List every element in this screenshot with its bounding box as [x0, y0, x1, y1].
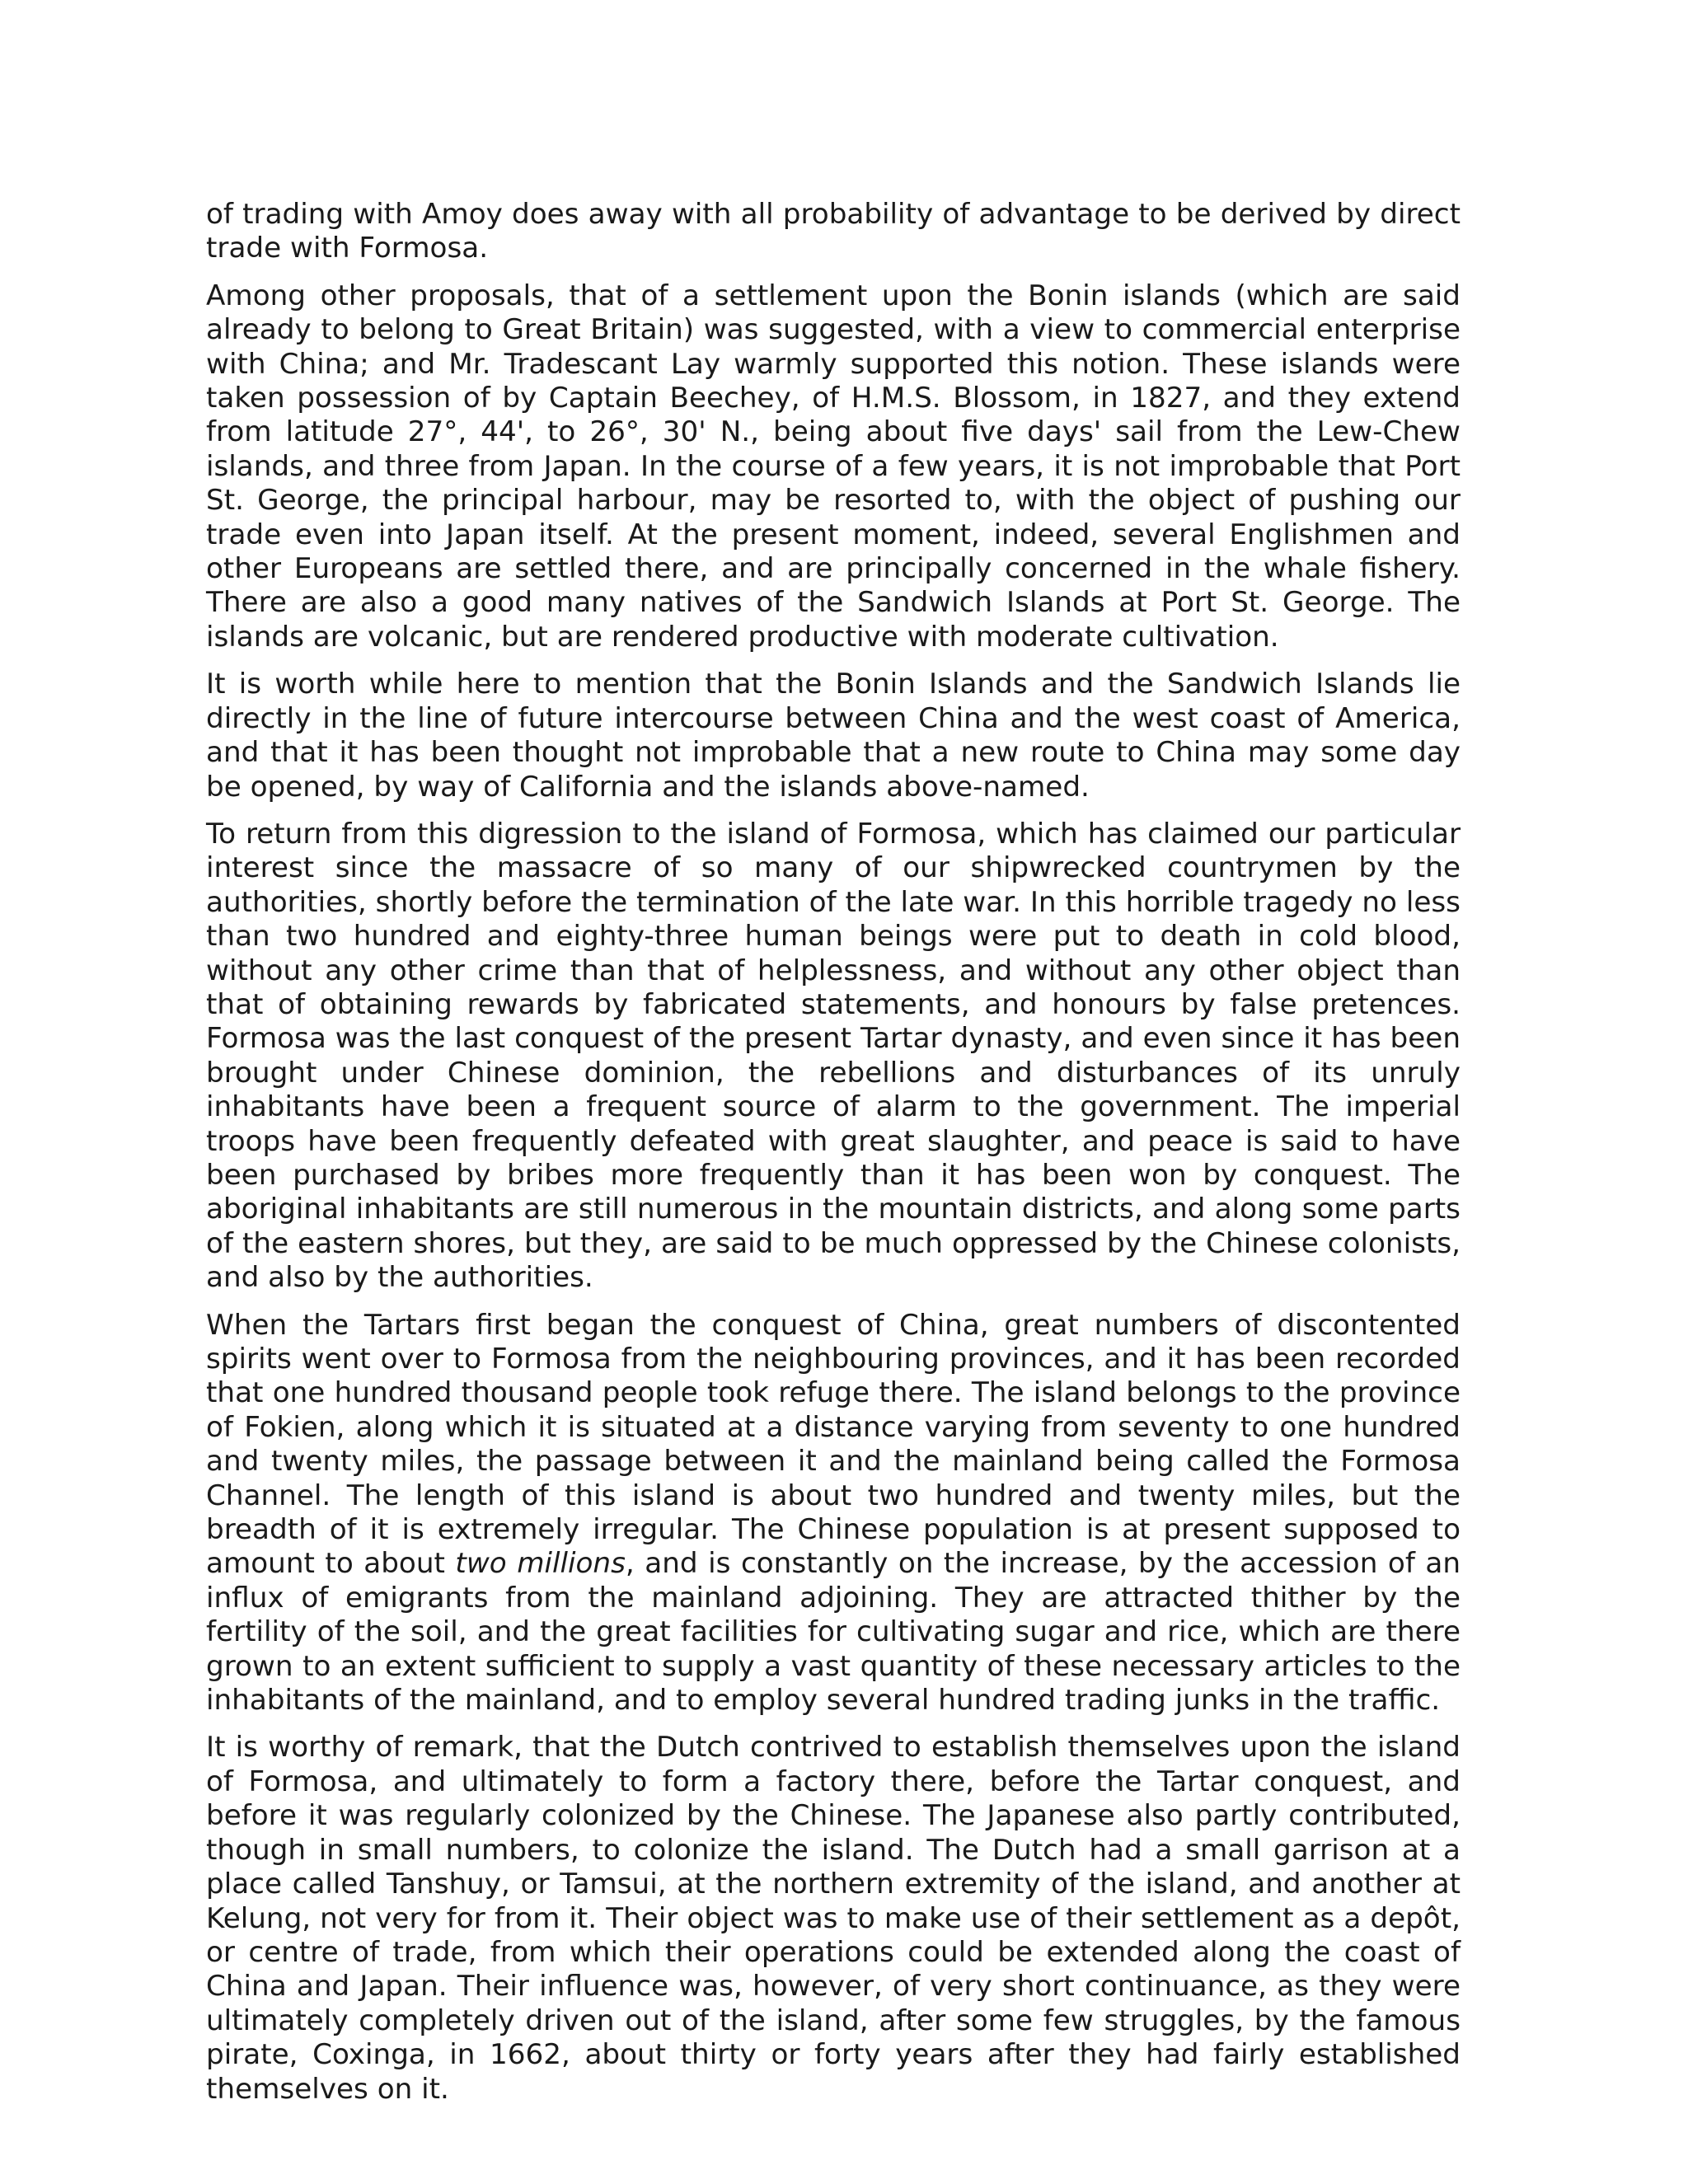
document-page — [206, 198, 1461, 2120]
paragraph-continuation: of trading with Amoy does away with all probability of advantage to be derived by direct trade with Formosa. — [206, 198, 1461, 265]
paragraph-tartar-conquest — [206, 1309, 1461, 1718]
paragraph-bonin-islands: Among other proposals, that of a settlement upon the Bonin islands (which are said already to belong to Great Britain) was suggested, with a view to commercial enterprise with China; and Mr. Tradescant Lay warmly supported this notion. These islands were taken possession of by Captain Beechey, of H.M.S. Blossom, in 1827, and they extend from latitude 27°, 44', to 26°, 30' N., being about five days' sail from the Lew-Chew islands, and three from Japan. In the course of a few years, it is not improbable that Port St. George, the principal harbour, may be resorted to, with the object of pushing our trade even into Japan itself. At the present moment, indeed, several Englishmen and other Europeans are settled there, and are principally concerned in the whale fishery. There are also a good many natives of the Sandwich Islands at Port St. George. The islands are volcanic, but are rendered productive with moderate cultivation. — [206, 279, 1461, 654]
paragraph-text-after: , and is constantly on the increase, by the accession of an influx of emigrants from the mainland adjoining. They are attracted thither by the fertility of the soil, and the great facilities for cultivating sugar and rice, which are there grown to an extent sufficient to supply a vast quantity of these necessary articles to the inhabitants of the mainland, and to employ several hundred trading junks in the traffic. — [206, 1547, 1461, 1718]
paragraph-trade-route: It is worth while here to mention that the Bonin Islands and the Sandwich Islands lie directly in the line of future intercourse between China and the west coast of America, and that it has been thought not improbable that a new route to China may some day be opened, by way of California and the islands above-named. — [206, 668, 1461, 804]
paragraph-formosa-history: To return from this digression to the island of Formosa, which has claimed our particular interest since the massacre of so many of our shipwrecked countrymen by the authorities, shortly before the termination of the late war. In this horrible tragedy no less than two hundred and eighty-three human beings were put to death in cold blood, without any other crime than that of helplessness, and without any other object than that of obtaining rewards by fabricated statements, and honours by false pretences. Formosa was the last conquest of the present Tartar dynasty, and even since it has been brought under Chinese dominion, the rebellions and disturbances of its unruly inhabitants have been a frequent source of alarm to the government. The imperial troops have been frequently defeated with great slaughter, and peace is said to have been purchased by bribes more frequently than it has been won by conquest. The aboriginal inhabitants are still numerous in the mountain districts, and along some parts of the eastern shores, but they, are said to be much oppressed by the Chinese colonists, and also by the authorities. — [206, 817, 1461, 1295]
paragraph-dutch-settlement: It is worthy of remark, that the Dutch contrived to establish themselves upon the island of Formosa, and ultimately to form a factory there, before the Tartar conquest, and before it was regularly colonized by the Chinese. The Japanese also partly contributed, though in small numbers, to colonize the island. The Dutch had a small garrison at a place called Tanshuy, or Tamsui, at the northern extremity of the island, and another at Kelung, not very for from it. Their object was to make use of their settlement as a depôt, or centre of trade, from which their operations could be extended along the coast of China and Japan. Their influence was, however, of very short continuance, as they were ultimately completely driven out of the island, after some few struggles, by the famous pirate, Coxinga, in 1662, about thirty or forty years after they had fairly established themselves on it. — [206, 1731, 1461, 2106]
emphasis-two-millions: two millions — [455, 1547, 626, 1581]
paragraph-text-before: When the Tartars first began the conquest of China, great numbers of discontented spirits went over to Formosa from the neighbouring provinces, and it has been recorded that one hundred thousand people took refuge there. The island belongs to the province of Fokien, along which it is situated at a distance varying from seventy to one hundred and twenty miles, the passage between it and the mainland being called the Formosa Channel. The length of this island is about two hundred and twenty miles, but the breadth of it is extremely irregular. The Chinese population is at present supposed to amount to about — [206, 1308, 1461, 1581]
